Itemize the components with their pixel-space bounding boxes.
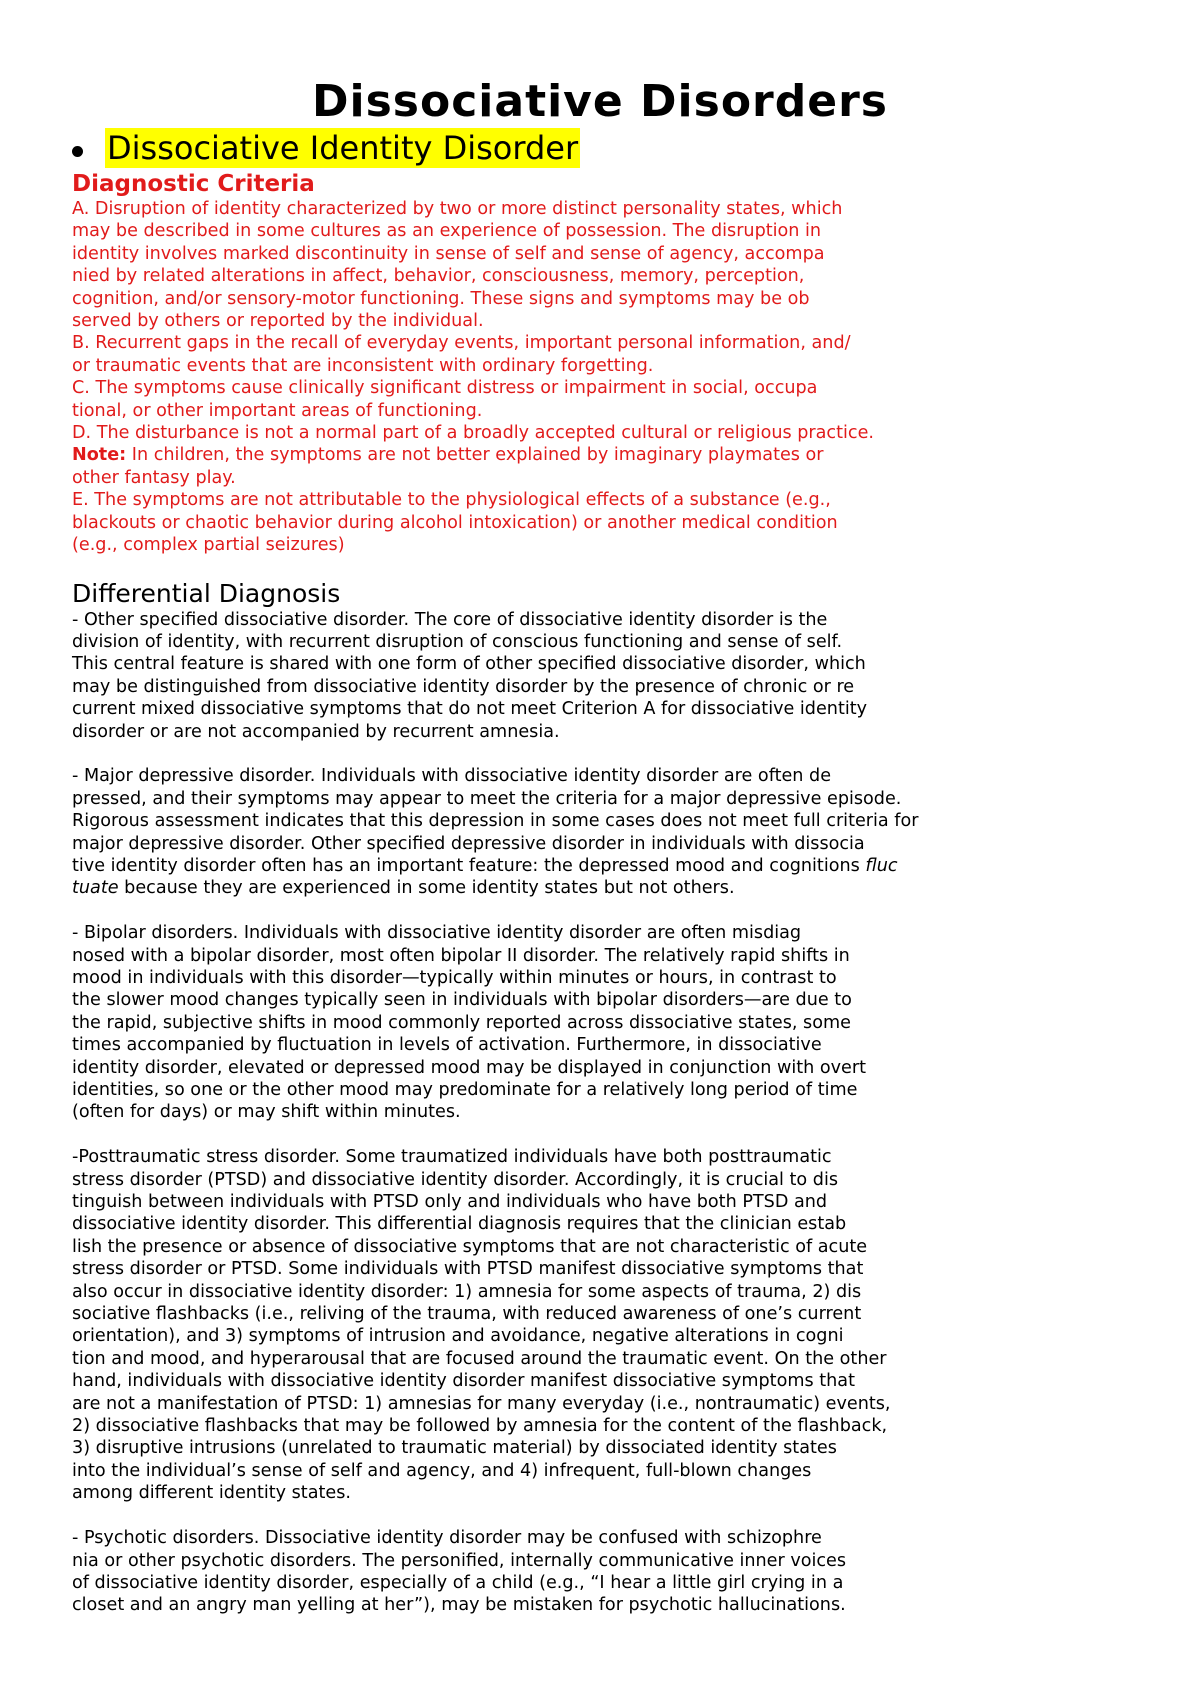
section-heading-row bbox=[72, 126, 580, 170]
text-line: - Psychotic disorders. Dissociative identity disorder may be confused with schizophre bbox=[72, 1528, 822, 1549]
text-line: identities, so one or the other mood may predominate for a relatively long period of time bbox=[72, 1080, 858, 1100]
text-line: are not a manifestation of PTSD: 1) amnesias for many everyday (i.e., nontraumatic) events, bbox=[72, 1393, 891, 1414]
text-line: orientation), and 3) symptoms of intrusion and avoidance, negative alterations in cogni bbox=[72, 1326, 844, 1347]
note-text: In children, the symptoms are not better explained by imaginary playmates or bbox=[126, 445, 824, 466]
criteria-line: C. The symptoms cause clinically significant distress or impairment in social, occupa bbox=[72, 378, 818, 399]
criteria-line: D. The disturbance is not a normal part of a broadly accepted cultural or religious practice. bbox=[72, 423, 874, 444]
text-line: tinguish between individuals with PTSD only and individuals who have both PTSD and bbox=[72, 1192, 828, 1213]
section-heading: Dissociative Identity Disorder bbox=[107, 129, 579, 167]
text-span: tive identity disorder often has an important feature: the depressed mood and cognitions bbox=[72, 855, 866, 876]
criteria-line: E. The symptoms are not attributable to the physiological effects of a substance (e.g., bbox=[72, 490, 831, 511]
criteria-line: other fantasy play. bbox=[72, 467, 236, 488]
text-line: the slower mood changes typically seen in individuals with bipolar disorders—are due to bbox=[72, 990, 852, 1011]
text-line: pressed, and their symptoms may appear to meet the criteria for a major depressive episode. bbox=[72, 788, 902, 809]
text-line: division of identity, with recurrent disruption of conscious functioning and sense of self. bbox=[72, 631, 843, 652]
italic-span: tuate bbox=[72, 878, 119, 899]
text-line: major depressive disorder. Other specified depressive disorder in individuals with dissocia bbox=[72, 833, 865, 854]
text-line: may be distinguished from dissociative identity disorder by the presence of chronic or re bbox=[72, 676, 855, 697]
text-span: because they are experienced in some identity states but not others. bbox=[118, 878, 735, 899]
paragraph-other-specified bbox=[72, 609, 1142, 743]
paragraph-major-depressive bbox=[72, 765, 1142, 899]
criteria-line: (e.g., complex partial seizures) bbox=[72, 535, 345, 556]
criteria-line: or traumatic events that are inconsistent with ordinary forgetting. bbox=[72, 355, 654, 376]
text-line: - Major depressive disorder. Individuals with dissociative identity disorder are often de bbox=[72, 766, 832, 787]
text-line: also occur in dissociative identity disorder: 1) amnesia for some aspects of trauma, 2) dis bbox=[72, 1281, 862, 1302]
text-line: of dissociative identity disorder, especially of a child (e.g., “I hear a little girl crying in a bbox=[72, 1572, 844, 1593]
paragraph-bipolar bbox=[72, 922, 1142, 1124]
paragraph-ptsd bbox=[72, 1146, 1142, 1505]
italic-span: fluc bbox=[865, 855, 898, 876]
differential-block bbox=[72, 609, 1142, 1617]
text-line: the rapid, subjective shifts in mood commonly reported across dissociative states, some bbox=[72, 1012, 851, 1033]
text-line: closet and an angry man yelling at her”), may be mistaken for psychotic hallucinations. bbox=[72, 1595, 846, 1616]
criteria-note-line bbox=[72, 444, 1142, 466]
text-line: nia or other psychotic disorders. The personified, internally communicative inner voices bbox=[72, 1550, 847, 1571]
criteria-line: cognition, and/or sensory-motor functioning. These signs and symptoms may be ob bbox=[72, 288, 810, 309]
text-line: Rigorous assessment indicates that this depression in some cases does not meet full criteria for bbox=[72, 811, 919, 832]
criteria-line: B. Recurrent gaps in the recall of everyday events, important personal information, and/ bbox=[72, 333, 851, 354]
criteria-line: identity involves marked discontinuity in sense of self and sense of agency, accompa bbox=[72, 243, 825, 264]
text-line: times accompanied by fluctuation in levels of activation. Furthermore, in dissociative bbox=[72, 1035, 822, 1056]
text-line: stress disorder or PTSD. Some individuals with PTSD manifest dissociative symptoms that bbox=[72, 1259, 864, 1280]
text-line bbox=[72, 855, 1142, 877]
text-line: tion and mood, and hyperarousal that are focused around the traumatic event. On the other bbox=[72, 1348, 887, 1369]
text-line: among different identity states. bbox=[72, 1483, 351, 1504]
text-line: into the individual’s sense of self and agency, and 4) infrequent, full-blown changes bbox=[72, 1460, 812, 1481]
text-line: lish the presence or absence of dissociative symptoms that are not characteristic of acute bbox=[72, 1236, 868, 1257]
text-line: identity disorder, elevated or depressed mood may be displayed in conjunction with overt bbox=[72, 1057, 867, 1078]
text-line: This central feature is shared with one form of other specified dissociative disorder, which bbox=[72, 654, 866, 675]
criteria-heading: Diagnostic Criteria bbox=[72, 171, 315, 197]
text-line: nosed with a bipolar disorder, most often bipolar II disorder. The relatively rapid shifts in bbox=[72, 945, 850, 966]
text-line: mood in individuals with this disorder—typically within minutes or hours, in contrast to bbox=[72, 967, 837, 988]
text-line: disorder or are not accompanied by recurrent amnesia. bbox=[72, 721, 560, 742]
text-line: - Other specified dissociative disorder. The core of dissociative identity disorder is the bbox=[72, 609, 828, 630]
text-line: 2) dissociative flashbacks that may be followed by amnesia for the content of the flashback, bbox=[72, 1416, 888, 1437]
criteria-line: served by others or reported by the individual. bbox=[72, 311, 484, 332]
criteria-line: A. Disruption of identity characterized by two or more distinct personality states, which bbox=[72, 199, 843, 219]
page-title: Dissociative Disorders bbox=[312, 76, 888, 127]
text-line: hand, individuals with dissociative identity disorder manifest dissociative symptoms that bbox=[72, 1371, 855, 1392]
criteria-line: tional, or other important areas of functioning. bbox=[72, 400, 483, 421]
criteria-line: may be described in some cultures as an experience of possession. The disruption in bbox=[72, 221, 822, 242]
criteria-line: blackouts or chaotic behavior during alcohol intoxication) or another medical condition bbox=[72, 512, 838, 533]
text-line: 3) disruptive intrusions (unrelated to traumatic material) by dissociated identity states bbox=[72, 1438, 837, 1459]
note-label: Note: bbox=[72, 445, 127, 466]
text-line: sociative flashbacks (i.e., reliving of the trauma, with reduced awareness of one’s current bbox=[72, 1304, 862, 1325]
text-line: (often for days) or may shift within minutes. bbox=[72, 1102, 461, 1123]
criteria-line: nied by related alterations in affect, behavior, consciousness, memory, perception, bbox=[72, 266, 805, 287]
document-body bbox=[72, 170, 1142, 1617]
paragraph-psychotic bbox=[72, 1527, 1142, 1617]
differential-heading: Differential Diagnosis bbox=[72, 578, 341, 608]
text-line: dissociative identity disorder. This differential diagnosis requires that the clinician estab bbox=[72, 1214, 847, 1235]
text-line bbox=[72, 877, 1142, 899]
text-line: current mixed dissociative symptoms that do not meet Criterion A for dissociative identity bbox=[72, 699, 868, 720]
text-line: stress disorder (PTSD) and dissociative identity disorder. Accordingly, it is crucial to dis bbox=[72, 1169, 839, 1190]
criteria-block bbox=[72, 198, 1142, 557]
bullet-icon bbox=[72, 146, 83, 157]
text-line: - Bipolar disorders. Individuals with dissociative identity disorder are often misdiag bbox=[72, 923, 802, 944]
text-line: -Posttraumatic stress disorder. Some traumatized individuals have both posttraumatic bbox=[72, 1147, 832, 1168]
